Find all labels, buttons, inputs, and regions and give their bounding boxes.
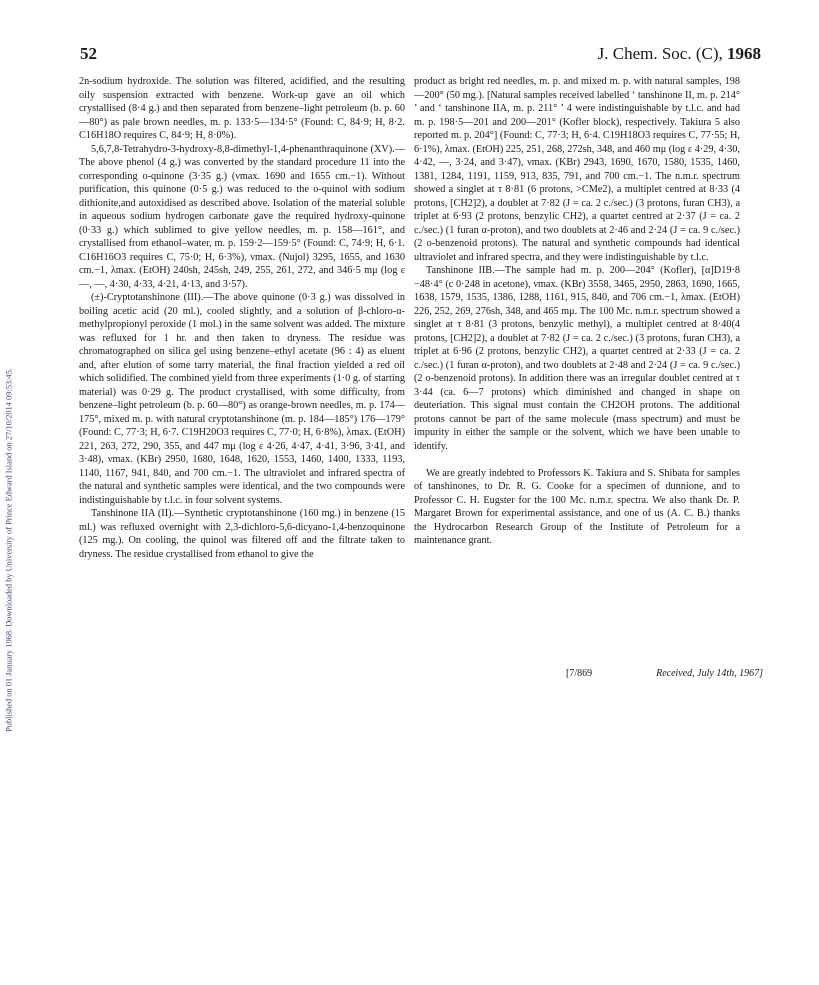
publication-watermark-text: Published on 01 January 1968. Downloaded by University of Prince Edward Island on 27/10/2014 09:53:45. [4,368,14,732]
left-column [79,75,405,561]
paragraph: Tanshinone IIB.—The sample had m. p. 200—204° (Kofler), [α]D19·8 −48·4° (c 0·248 in acetone), νmax. (KBr) 3558, 3465, 2950, 2863, 1690, 1665, 1638, 1579, 1535, 1386, 1288, 1161, 915, 840, and 706 cm.−1, λmax. (EtOH) 226, 252, 269, 276sh, 348, and 465 mμ. The 100 Mc. n.m.r. spectrum showed a singlet at τ 8·81 (3 protons, benzylic methyl), a multiplet centred at 8·40(4 protons, [CH2]2), a doublet at 7·82 (J = ca. 2 c./sec.) (3 protons, furan CH3), a triplet at 6·96 (2 protons, benzylic CH2), a quartet centred at 2·33 (J = ca. 2 c./sec.) (1 furan α-proton), and two doublets at 2·48 and 2·24 (J = ca. 9 c./sec.) (2 o-benzenoid protons). In addition there was an irregular doublet centred at τ 3·44 (ca. 6—7 protons) which diminished and changed in shape on deuteriation. This signal must contain the CH2OH protons. The additional protons cannot be part of the same molecule (mass spectrum) and must be impurity in either the sample or the solvent, which we have been unable to identify. [414,265,740,452]
publication-watermark [2,330,16,770]
page-number: 52 [80,44,97,63]
paragraph: (±)-Cryptotanshinone (III).—The above quinone (0·3 g.) was dissolved in boiling acetic acid (20 ml.), cooled slightly, and a solution of β-chloro-α-methylpropionyl peroxide (1 mol.) in the same solvent was added. The mixture was refluxed for 1 hr. and then taken to dryness. The residue was chromatographed on silica gel using benzene–ethyl acetate (96 : 4) as eluent and, after elution of some tarry material, the final fraction yielded a red oil which solidified. The combined yield from three experiments (1·0 g. of starting material) was 0·29 g. The product crystallised, with some difficulty, from benzene–light petroleum (b. p. 60—80°) as orange-brown needles, m. p. 174—175°, mixed m. p. with natural cryptotanshinone (m. p. 184—185°) 176—179° (Found: C, 77·3; H, 6·7. C19H20O3 requires C, 77·0; H, 6·8%), λmax. (EtOH) 221, 263, 272, 290, 355, and 447 mμ (log ε 4·26, 4·47, 4·41, 3·96, 3·41, and 3·48), νmax. (KBr) 2950, 1680, 1648, 1620, 1553, 1460, 1400, 1333, 1193, 1140, 1167, 941, 840, and 700 cm.−1. The ultraviolet and infrared spectra of the natural and synthetic samples were identical, and the two compounds were indistinguishable by t.l.c. in four solvent systems. [79,292,405,506]
reference-code: [7/869 [566,668,593,679]
journal-header [598,44,761,64]
received-line [566,668,763,679]
journal-year: 1968 [727,44,761,63]
received-date: Received, July 14th, 1967] [656,668,763,679]
paragraph: product as bright red needles, m. p. and mixed m. p. with natural samples, 198—200° (50 mg.). [Natural samples received labelled ‘ tanshinone II, m. p. 214° ’ and ‘ tanshinone IIA, m. p. 211° ’ 4 were indistinguishable by t.l.c. and had m. p. 198·5—201 and 200—201° (Kofler block), respectively. Takiura 5 also reported m. p. 204°] (Found: C, 77·3; H, 6·4. C19H18O3 requires C, 77·55; H, 6·1%), λmax. (EtOH) 225, 251, 268, 272sh, 348, and 460 mμ (log ε 4·29, 4·30, 4·42, —, 3·24, and 3·47), νmax. (KBr) 2943, 1690, 1670, 1580, 1535, 1460, 1381, 1284, 1191, 1159, 913, 835, 791, and 700 cm.−1. The n.m.r. spectrum showed a singlet at τ 8·81 (6 protons, >CMe2), a multiplet centred at 8·33 (4 protons, [CH2]2), a doublet at 7·82 (J = ca. 2 c./sec.) (3 protons, furan CH3), a triplet at 6·93 (2 protons, benzylic CH2), a quartet centred at 2·37 (J = ca. 2 c./sec.) (1 furan α-proton), and two doublets at 2·46 and 2·24 (J = ca. 9 c./sec.) (2 o-benzenoid protons). The natural and synthetic compounds had identical ultraviolet and infrared spectra, and they were indistinguishable by t.l.c. [414,76,740,263]
acknowledgements: We are greatly indebted to Professors K. Takiura and S. Shibata for samples of tanshinones, to Dr. R. G. Cooke for a specimen of dunnione, and to Professor C. H. Eugster for the 100 Mc. n.m.r. spectra. We also thank Dr. P. Margaret Brown for experimental assistance, and one of us (A. C. B.) thanks the Hydrocarbon Research Group of the Institute of Petroleum for a maintenance grant. [414,467,740,546]
paragraph: Tanshinone IIA (II).—Synthetic cryptotanshinone (160 mg.) in benzene (15 ml.) was refluxed overnight with 2,3-dichloro-5,6-dicyano-1,4-benzoquinone (125 mg.). On cooling, the quinol was filtered off and the filtrate taken to dryness. The residue crystallised from ethanol to give the [79,508,405,560]
paragraph: 2n-sodium hydroxide. The solution was filtered, acidified, and the resulting oily suspension extracted with benzene. Work-up gave an oil which crystallised (8·4 g.) and then separated from benzene–light petroleum (b. p. 60—80°) as pale brown needles, m. p. 133·5—134·5° (Found: C, 84·9; H, 8·2. C16H18O requires C, 84·9; H, 8·0%). [79,76,405,141]
journal-title: J. Chem. Soc. (C), [597,44,723,63]
right-column [414,75,740,548]
paragraph: 5,6,7,8-Tetrahydro-3-hydroxy-8,8-dimethyl-1,4-phenanthraquinone (XV).—The above phenol (4 g.) was converted by the standard procedure 11 into the corresponding o-quinone (3·35 g.) (νmax. 1690 and 1655 cm.−1). Without purification, this quinone (0·5 g.) was reduced to the o-quinol with sodium dithionite,and autoxidised as described above. Isolation of the material soluble in aqueous sodium hydrogen carbonate gave the required hydroxy-quinone (0·33 g.) which sublimed to give yellow needles, m. p. 158—161°, and crystallised from ethanol–water, m. p. 159·2—159·5° (Found: C, 74·9; H, 6·1. C16H16O3 requires C, 75·0; H, 6·3%), νmax. (Nujol) 3295, 1655, and 1630 cm.−1, λmax. (EtOH) 240sh, 245sh, 249, 255, 261, 272, and 346·5 mμ (log ε —, —, 4·30, 4·33, 4·21, 4·13, and 3·57). [79,143,405,290]
